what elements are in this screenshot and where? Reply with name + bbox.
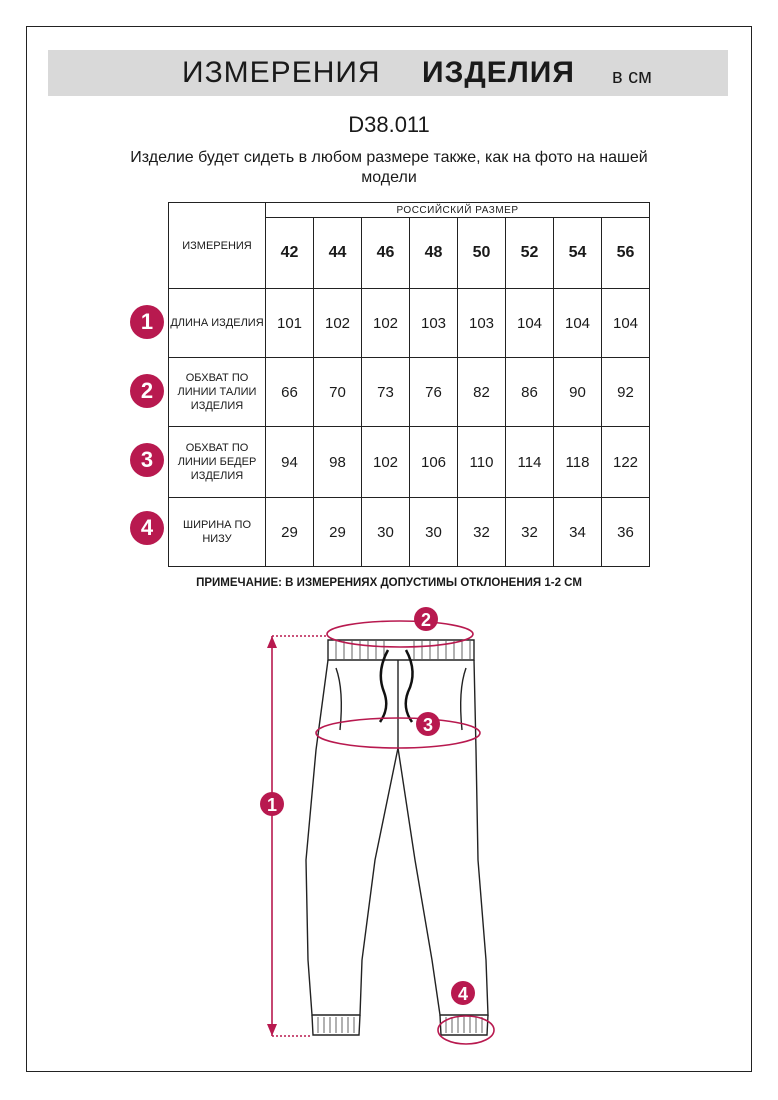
size-50: 50 <box>458 218 506 289</box>
diagram-marker-2 <box>414 607 438 631</box>
table-cell: 34 <box>554 498 602 567</box>
table-cell: 94 <box>266 427 314 498</box>
table-cell: 32 <box>458 498 506 567</box>
size-48: 48 <box>410 218 458 289</box>
size-56: 56 <box>602 218 650 289</box>
table-cell: 90 <box>554 358 602 427</box>
fit-description: Изделие будет сидеть в любом размере также, как на фото на нашей модели <box>130 149 648 186</box>
title-product: ИЗДЕЛИЯ <box>422 56 575 89</box>
table-cell: 118 <box>554 427 602 498</box>
table-cell: 82 <box>458 358 506 427</box>
marker-label: 4 <box>457 984 469 1004</box>
drawstring <box>380 650 413 722</box>
table-cell: 104 <box>554 289 602 358</box>
title-measurements: ИЗМЕРЕНИЯ <box>182 56 381 89</box>
table-cell: 102 <box>314 289 362 358</box>
row-label: ОБХВАТ ПО ЛИНИИ ТАЛИИ ИЗДЕЛИЯ <box>169 358 266 427</box>
badge-1: 1 <box>130 305 164 339</box>
pants-outline <box>306 640 488 1035</box>
table-cell: 106 <box>410 427 458 498</box>
size-group-label: РОССИЙСКИЙ РАЗМЕР <box>266 203 650 218</box>
badge-2: 2 <box>130 374 164 408</box>
row-label: ОБХВАТ ПО ЛИНИИ БЕДЕР ИЗДЕЛИЯ <box>169 427 266 498</box>
table-cell: 122 <box>602 427 650 498</box>
size-42: 42 <box>266 218 314 289</box>
badge-3: 3 <box>130 443 164 477</box>
marker-label: 1 <box>266 795 278 815</box>
row-label: ДЛИНА ИЗДЕЛИЯ <box>169 289 266 358</box>
table-cell: 32 <box>506 498 554 567</box>
row-label: ШИРИНА ПО НИЗУ <box>169 498 266 567</box>
table-cell: 92 <box>602 358 650 427</box>
size-54: 54 <box>554 218 602 289</box>
table-cell: 104 <box>602 289 650 358</box>
badge-4: 4 <box>130 511 164 545</box>
size-46: 46 <box>362 218 410 289</box>
table-cell: 98 <box>314 427 362 498</box>
table-cell: 73 <box>362 358 410 427</box>
diagram-marker-1 <box>260 792 284 816</box>
table-cell: 29 <box>314 498 362 567</box>
table-cell: 36 <box>602 498 650 567</box>
table-cell: 114 <box>506 427 554 498</box>
tolerance-note: ПРИМЕЧАНИЕ: В ИЗМЕРЕНИЯХ ДОПУСТИМЫ ОТКЛОНЕНИЯ 1-2 СМ <box>196 577 582 589</box>
diagram-marker-3 <box>416 712 440 736</box>
table-cell: 29 <box>266 498 314 567</box>
table-cell: 76 <box>410 358 458 427</box>
table-cell: 30 <box>362 498 410 567</box>
diagram-marker-4 <box>451 981 475 1005</box>
table-cell: 103 <box>410 289 458 358</box>
title-unit: в см <box>612 66 652 88</box>
table-cell: 103 <box>458 289 506 358</box>
table-cell: 110 <box>458 427 506 498</box>
table-cell: 104 <box>506 289 554 358</box>
corner-label: ИЗМЕРЕНИЯ <box>169 203 266 289</box>
table-cell: 66 <box>266 358 314 427</box>
table-cell: 86 <box>506 358 554 427</box>
table-cell: 102 <box>362 427 410 498</box>
table-cell: 102 <box>362 289 410 358</box>
table-cell: 30 <box>410 498 458 567</box>
marker-label: 2 <box>420 610 432 630</box>
table-cell: 70 <box>314 358 362 427</box>
waistband-ribbing <box>318 641 482 1033</box>
size-44: 44 <box>314 218 362 289</box>
size-52: 52 <box>506 218 554 289</box>
table-cell: 101 <box>266 289 314 358</box>
article-number: D38.011 <box>348 112 430 137</box>
marker-label: 3 <box>422 715 434 735</box>
